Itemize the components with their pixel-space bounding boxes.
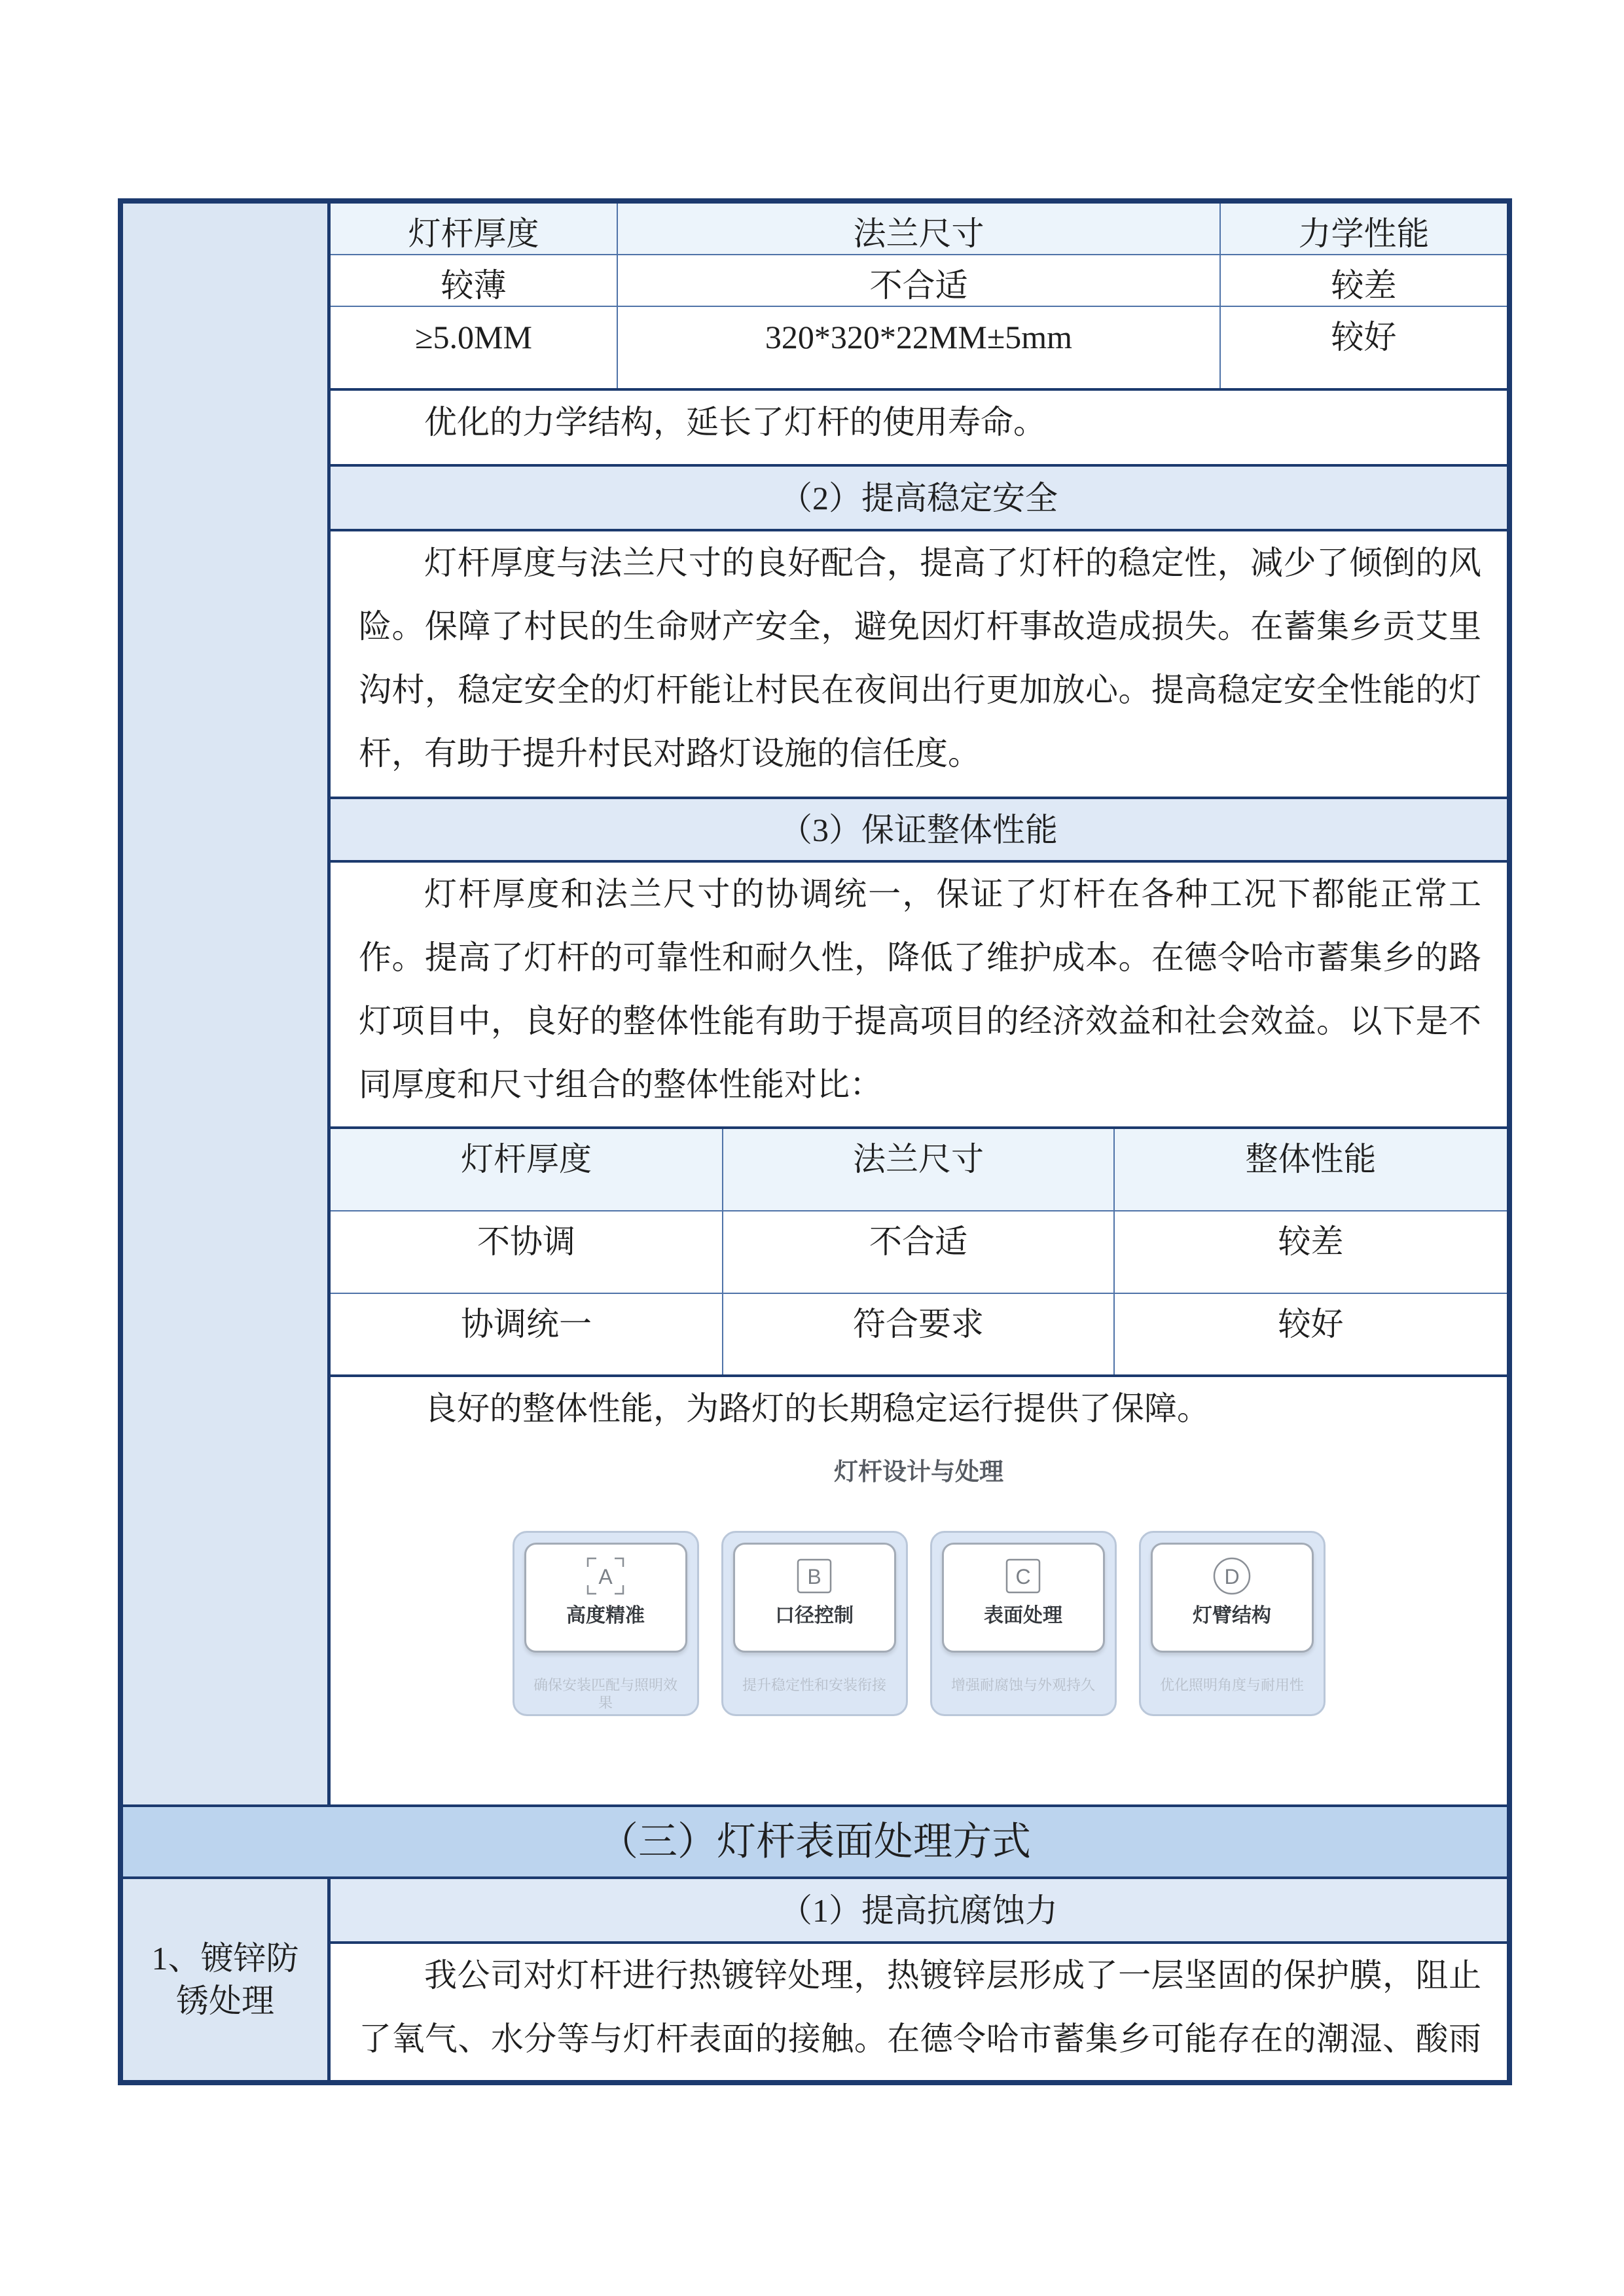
table-header-cell: 力学性能 — [1298, 215, 1430, 252]
subheading-corrosion: （1）提高抗腐蚀力 — [331, 1879, 1507, 1944]
feature-card-label: 表面处理 — [984, 1605, 1062, 1626]
table-2-header-row — [331, 1129, 1507, 1211]
feature-card-label: 灯臂结构 — [1193, 1605, 1271, 1626]
table-cell: 不合适 — [723, 1211, 1115, 1293]
table-1-header-row — [331, 204, 1507, 255]
table-cell: 较好 — [1331, 319, 1397, 355]
table-cell: 较好 — [1278, 1306, 1344, 1342]
stability-paragraph: 灯杆厚度与法兰尺寸的良好配合，提高了灯杆的稳定性，减少了倾倒的风险。保障了村民的生命财产安全，避免因灯杆事故造成损失。在蓄集乡贡艾里沟村，稳定安全的灯杆能让村民在夜间出行更加放心。提高稳定安全性能的灯杆，有助于提升村民对路灯设施的信任度。 — [331, 531, 1507, 799]
design-diagram — [331, 1441, 1507, 1716]
feature-card-panel — [942, 1543, 1105, 1653]
feature-card-description: 增强耐腐蚀与外观持久 — [950, 1677, 1095, 1693]
feature-card-label: 高度精准 — [566, 1605, 645, 1626]
table-row — [331, 255, 1507, 307]
table-header-cell: 整体性能 — [1245, 1141, 1377, 1177]
table-header-cell: 灯杆厚度 — [331, 1129, 723, 1210]
table-header-cell: 法兰尺寸 — [723, 1129, 1115, 1210]
icon-letter: C — [1015, 1565, 1031, 1588]
icon-letter: A — [598, 1565, 613, 1588]
performance-paragraph: 灯杆厚度和法兰尺寸的协调统一，保证了灯杆在各种工况下都能正常工作。提高了灯杆的可靠性和耐久性，降低了维护成本。在德令哈市蓄集乡的路灯项目中，良好的整体性能有助于提高项目的经济效益和社会效益。以下是不同厚度和尺寸组合的整体性能对比： — [331, 863, 1507, 1129]
feature-card-description: 确保安装匹配与照明效果 — [533, 1677, 677, 1711]
letter-a-bracket-icon — [585, 1556, 626, 1596]
content-table — [118, 198, 1512, 2085]
table-cell: 不合适 — [618, 255, 1221, 306]
left-label-cell — [123, 204, 331, 1804]
table-cell: 较差 — [1278, 1223, 1344, 1260]
table-cell: ≥5.0MM — [331, 307, 618, 388]
icon-letter: D — [1224, 1565, 1240, 1588]
table-cell: 较差 — [1331, 267, 1397, 304]
feature-card-label: 口径控制 — [775, 1605, 854, 1626]
feature-card-panel — [524, 1543, 687, 1653]
note-paragraph: 优化的力学结构，延长了灯杆的使用寿命。 — [331, 391, 1507, 467]
diagram-cards — [331, 1531, 1507, 1716]
note-paragraph: 良好的整体性能，为路灯的长期稳定运行提供了保障。 — [424, 1390, 1210, 1427]
feature-card — [513, 1531, 699, 1716]
letter-d-circle-icon — [1212, 1556, 1252, 1596]
subheading-performance: （3）保证整体性能 — [331, 799, 1507, 863]
feature-card — [721, 1531, 908, 1716]
table-row — [331, 1294, 1507, 1377]
table-cell: 较薄 — [331, 255, 618, 306]
letter-b-square-icon — [794, 1556, 835, 1596]
feature-card — [930, 1531, 1117, 1716]
summary-cell — [331, 1377, 1507, 1742]
section-heading: （三）灯杆表面处理方式 — [123, 1804, 1507, 1879]
item-label: 1、镀锌防锈处理 — [151, 1939, 299, 2019]
table-header-cell: 灯杆厚度 — [331, 204, 618, 254]
table-cell: 符合要求 — [723, 1294, 1115, 1374]
table-row — [331, 307, 1507, 391]
table-row — [331, 1211, 1507, 1294]
table-cell: 不协调 — [331, 1211, 723, 1293]
table-cell: 320*320*22MM±5mm — [618, 307, 1221, 388]
table-cell: 协调统一 — [331, 1294, 723, 1374]
feature-card-panel — [1151, 1543, 1314, 1653]
right-content-column — [331, 1879, 1507, 2080]
feature-card-description: 优化照明角度与耐用性 — [1159, 1677, 1304, 1693]
left-label-cell — [123, 1879, 331, 2080]
feature-card-description: 提升稳定性和安装衔接 — [742, 1677, 886, 1693]
right-content-column — [331, 204, 1507, 1804]
letter-c-square-icon — [1003, 1556, 1043, 1596]
table-header-cell: 法兰尺寸 — [618, 204, 1221, 254]
diagram-title: 灯杆设计与处理 — [834, 1458, 1003, 1485]
feature-card-panel — [733, 1543, 896, 1653]
subheading-stability: （2）提高稳定安全 — [331, 467, 1507, 531]
icon-letter: B — [807, 1565, 821, 1588]
feature-card — [1139, 1531, 1326, 1716]
corrosion-paragraph: 我公司对灯杆进行热镀锌处理，热镀锌层形成了一层坚固的保护膜，阻止了氧气、水分等与灯杆表面的接触。在德令哈市蓄集乡可能存在的潮湿、酸雨 — [359, 1957, 1481, 2057]
